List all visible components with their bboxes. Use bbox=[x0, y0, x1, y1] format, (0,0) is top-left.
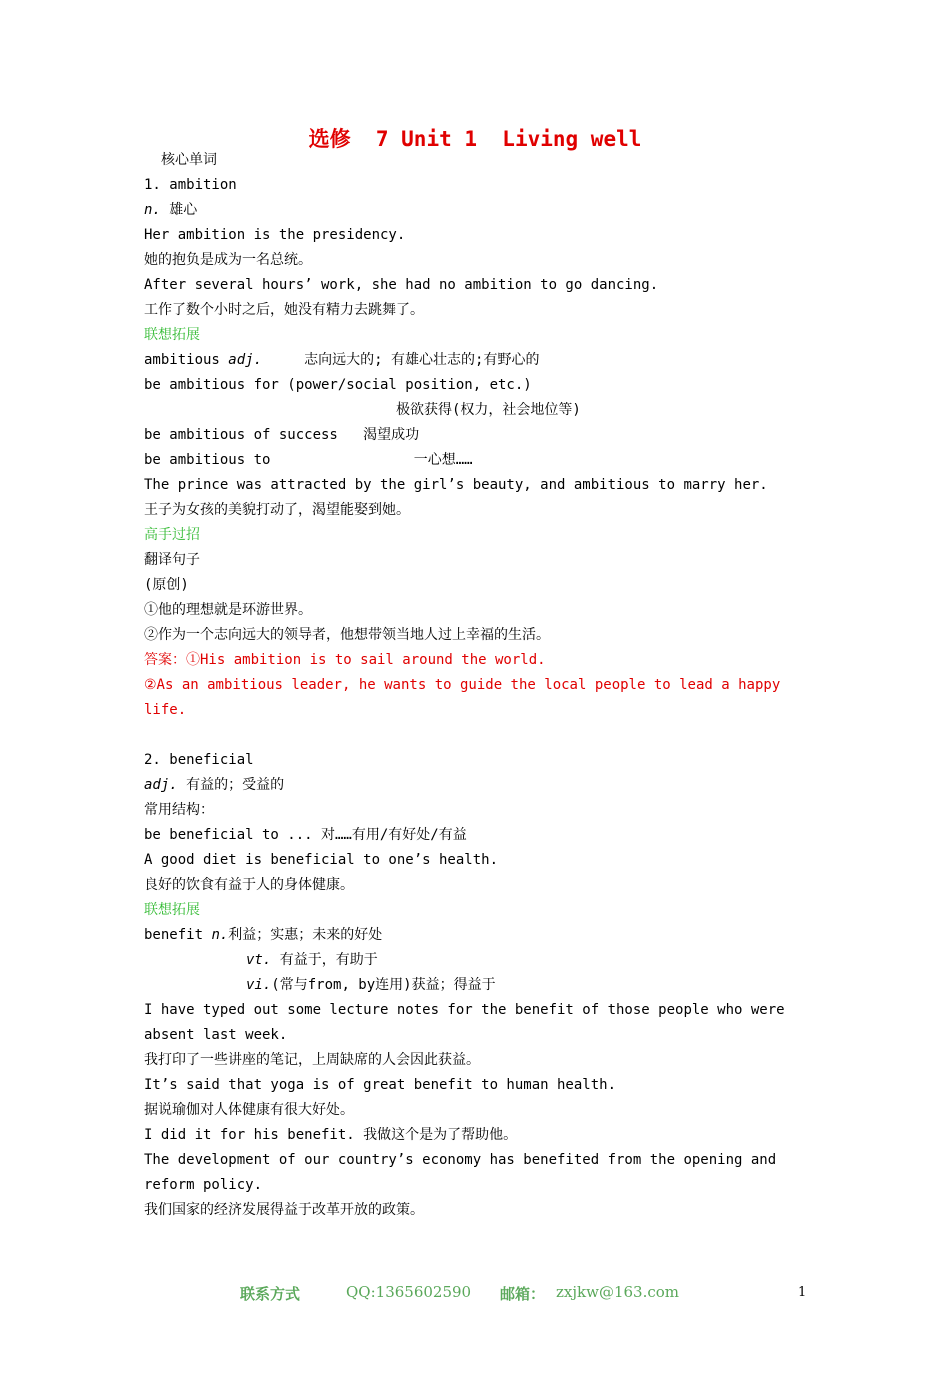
entry-ambition: 1. ambition bbox=[144, 177, 237, 193]
exercise-source: (原创) bbox=[144, 577, 189, 593]
derivative-line bbox=[144, 348, 539, 373]
page-number: 1 bbox=[798, 1285, 807, 1300]
exercise-item: ①他的理想就是环游世界。 bbox=[144, 602, 312, 618]
subheading-practice: 高手过招 bbox=[144, 527, 200, 543]
meaning: 雄心 bbox=[160, 202, 198, 218]
section-heading: 核心单词 bbox=[161, 152, 217, 168]
example-en: The development of our country’s economy has benefited from the opening and bbox=[144, 1152, 777, 1168]
answer-line: ②As an ambitious leader, he wants to guide the local people to lead a happy bbox=[144, 677, 781, 693]
pos-label: adj. bbox=[228, 352, 263, 368]
example-en: reform policy. bbox=[144, 1177, 263, 1193]
word: ambitious bbox=[144, 352, 229, 368]
example-mixed: I did it for his benefit. 我做这个是为了帮助他。 bbox=[144, 1127, 518, 1143]
example-en: It’s said that yoga is of great benefit to human health. bbox=[144, 1077, 617, 1093]
meaning: 有益于，有助于 bbox=[271, 952, 378, 968]
word: benefit bbox=[144, 927, 212, 943]
phrase: be ambitious to 一心想…… bbox=[144, 452, 473, 468]
pos-line bbox=[144, 198, 197, 223]
footer-email-label: 邮箱： bbox=[500, 1285, 546, 1303]
derivative-line bbox=[246, 973, 496, 998]
phrase-meaning: 极欲获得(权力，社会地位等) bbox=[396, 402, 581, 418]
footer-contact-label: 联系方式 bbox=[240, 1285, 301, 1303]
pos-label: vi. bbox=[246, 977, 272, 993]
answer-line: life. bbox=[144, 702, 187, 718]
structure-heading: 常用结构： bbox=[144, 802, 214, 818]
exercise-item: ②作为一个志向远大的领导者，他想带领当地人过上幸福的生活。 bbox=[144, 627, 550, 643]
answer-line: 答案：①His ambition is to sail around the world. bbox=[144, 652, 546, 668]
example-zh: 我打印了一些讲座的笔记，上周缺席的人会因此获益。 bbox=[144, 1052, 480, 1068]
exercise-heading: 翻译句子 bbox=[144, 552, 200, 568]
example-zh: 她的抱负是成为一名总统。 bbox=[144, 252, 312, 268]
pos-line bbox=[144, 773, 284, 798]
example-en: The prince was attracted by the girl’s beauty, and ambitious to marry her. bbox=[144, 477, 768, 493]
pos-label: adj. bbox=[144, 777, 178, 793]
derivative-line bbox=[246, 948, 378, 973]
example-en: Her ambition is the presidency. bbox=[144, 227, 406, 243]
subheading-extension: 联想拓展 bbox=[144, 327, 200, 343]
example-zh: 工作了数个小时之后，她没有精力去跳舞了。 bbox=[144, 302, 424, 318]
pos-label: n. bbox=[211, 927, 229, 943]
meaning: (常与from, by连用)获益；得益于 bbox=[271, 977, 496, 993]
derivative-line bbox=[144, 923, 382, 948]
pos-label: n. bbox=[144, 202, 161, 218]
example-en: absent last week. bbox=[144, 1027, 288, 1043]
subheading-extension: 联想拓展 bbox=[144, 902, 200, 918]
meaning: 利益；实惠；未来的好处 bbox=[228, 927, 383, 943]
phrase: be ambitious for (power/social position, etc.) bbox=[144, 377, 532, 393]
example-zh: 良好的饮食有益于人的身体健康。 bbox=[144, 877, 354, 893]
page-footer bbox=[0, 1283, 950, 1307]
example-zh: 王子为女孩的美貌打动了，渴望能娶到她。 bbox=[144, 502, 410, 518]
phrase: be ambitious of success 渴望成功 bbox=[144, 427, 420, 443]
pos-label: vt. bbox=[246, 952, 272, 968]
footer-qq: QQ:1365602590 bbox=[346, 1283, 472, 1301]
example-en: A good diet is beneficial to one’s health. bbox=[144, 852, 499, 868]
phrase: be beneficial to ... 对……有用/有好处/有益 bbox=[144, 827, 467, 843]
footer-email: zxjkw@163.com bbox=[556, 1283, 679, 1301]
meaning: 志向远大的; 有雄心壮志的;有野心的 bbox=[262, 352, 540, 368]
meaning: 有益的；受益的 bbox=[177, 777, 285, 793]
example-en: After several hours’ work, she had no ambition to go dancing. bbox=[144, 277, 659, 293]
page-title: 选修 7 Unit 1 Living well bbox=[308, 127, 642, 151]
entry-beneficial: 2. beneficial bbox=[144, 752, 254, 768]
example-zh: 据说瑜伽对人体健康有很大好处。 bbox=[144, 1102, 354, 1118]
example-en: I have typed out some lecture notes for the benefit of those people who were bbox=[144, 1002, 785, 1018]
example-zh: 我们国家的经济发展得益于改革开放的政策。 bbox=[144, 1202, 424, 1218]
